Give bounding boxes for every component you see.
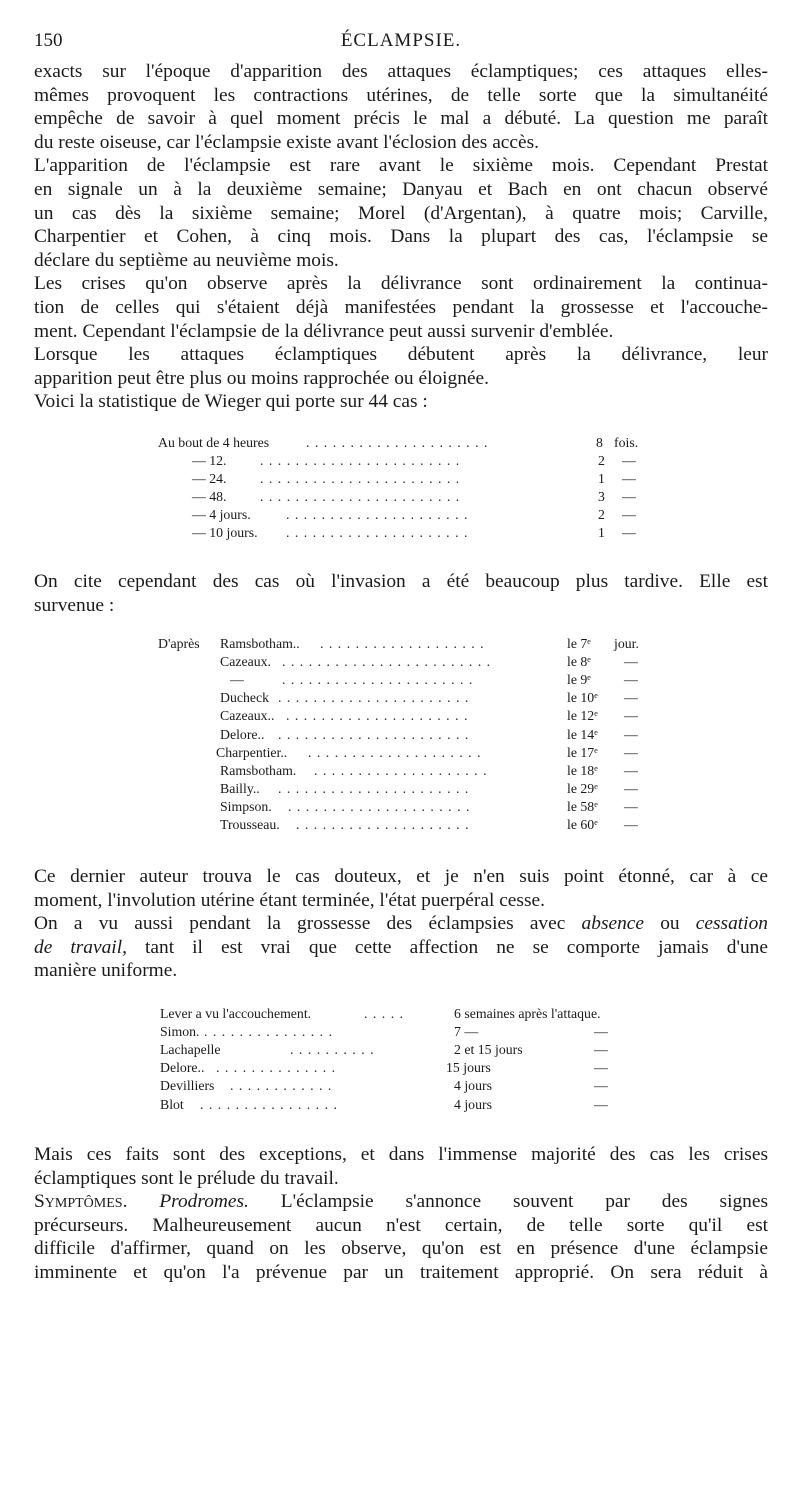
text-line: ment. Cependant l'éclampsie de la délivrance peut aussi survenir d'emblée. [34, 320, 614, 342]
dash: — [594, 1042, 608, 1058]
interval-value: 4 jours [454, 1096, 492, 1112]
leader-dots: . . . . . . . . . . . . . . . . . . . . . . . . [282, 654, 492, 670]
text-line: précurseurs. Malheureusement aucun n'est certain, de telle sorte qu'il est [34, 1214, 768, 1236]
text-line: Ce dernier auteur trouva le cas douteux, et je n'en suis point étonné, car à ce [34, 866, 768, 888]
running-title: ÉCLAMPSIE. [340, 30, 462, 51]
table-row [34, 434, 768, 452]
onset-day: le 9ᵉ [567, 672, 591, 688]
leader-dots: . . . . . . . . . . [290, 1042, 375, 1058]
text-line: L'apparition de l'éclampsie est rare avant le sixième mois. Cependant Prestat [34, 155, 768, 177]
author-name: Bailly.. [220, 780, 260, 796]
onset-day: le 7ᵉ [567, 636, 591, 652]
italic-term: cessation [695, 913, 768, 935]
text-line: moment, l'involution utérine étant terminée, l'état puerpéral cesse. [34, 889, 545, 911]
table-row [34, 689, 768, 707]
text-line: tion de celles qui s'étaient déjà manifestées pendant la grossesse et l'accouche- [34, 296, 768, 318]
case-count: 2 [598, 453, 605, 468]
text-line: On cite cependant des cas où l'invasion a été beaucoup plus tardive. Elle est [34, 570, 768, 592]
italic-term: de travail, [34, 936, 127, 958]
onset-day: le 12ᵉ [567, 708, 598, 724]
text-line: survenue : [34, 594, 115, 616]
author-name: Ramsbotham. [220, 762, 297, 778]
leader-dots: . . . . . . . . . . . . . . . . . . . [320, 636, 485, 652]
day-unit: — [624, 672, 638, 688]
table-row [34, 671, 768, 689]
leader-dots: . . . . . . . . . . . . . . [216, 1060, 337, 1076]
day-unit: — [624, 690, 638, 706]
table-row [34, 506, 768, 524]
table-row [34, 1077, 768, 1095]
paragraph-2 [34, 154, 768, 272]
dash: — [594, 1060, 608, 1076]
paragraph-4 [34, 343, 768, 390]
interval-value: 15 jours [446, 1060, 491, 1076]
interval-label: Au bout de 4 heures [158, 434, 270, 450]
leader-dots: . . . . . . . . . . . . . . . . . . . . . . [282, 672, 474, 688]
interval-value: 4 jours [454, 1078, 492, 1094]
text-line: exacts sur l'époque d'apparition des attaques éclamptiques; ces attaques elles- [34, 61, 768, 82]
text-line: en signale un à la deuxième semaine; Danyau et Bach en ont chacun observé [34, 178, 768, 200]
table-row [34, 653, 768, 671]
onset-day: le 29ᵉ [567, 780, 598, 796]
text-line: mêmes provoquent les contractions utérines, de telle sorte que la simultanéité [34, 84, 768, 106]
text-line: imminente et qu'on l'a prévenue par un traitement approprié. On sera réduit à [34, 1262, 768, 1284]
case-count: 8 [596, 434, 603, 450]
table-prefix: D'après [158, 636, 200, 652]
author-name: Blot [160, 1096, 184, 1112]
case-count: 1 [598, 471, 605, 487]
table-row [34, 1096, 768, 1114]
text-line: Mais ces faits sont des exceptions, et dans l'immense majorité des cas les crises [34, 1144, 768, 1166]
text-line: manière uniforme. [34, 960, 178, 982]
leader-dots: . . . . . . . . . . . . . . . . . . . . . . [278, 780, 470, 796]
interval-label: — 24. [192, 471, 227, 487]
paragraph-6 [34, 570, 768, 617]
running-header [34, 30, 768, 60]
leader-dots: . . . . . . . . . . . . . . . . . . . . [314, 762, 488, 778]
leader-dots: . . . . . . . . . . . . . . . . . . . . . [306, 434, 489, 450]
text-line: Charpentier et Cohen, à cinq mois. Dans la plupart des cas, l'éclampsie se [34, 226, 768, 248]
table-row [34, 1041, 768, 1059]
text-run: L'éclampsie s'annonce souvent par des signes [280, 1191, 768, 1213]
section-heading: Symptômes. [34, 1191, 128, 1213]
author-name: Devilliers [160, 1078, 215, 1094]
leader-dots: . . . . . . . . . . . . . . . . . . . . . . [278, 690, 470, 706]
day-unit: — [624, 798, 638, 814]
leader-dots: . . . . . . . . . . . . . . . . . . . . . . . [260, 489, 461, 505]
case-count: 2 [598, 507, 605, 523]
text-line: du reste oiseuse, car l'éclampsie existe avant l'éclosion des accès. [34, 131, 540, 153]
day-unit: — [624, 708, 638, 724]
leader-dots: . . . . . . . . . . . . . . . . . . . . . [286, 507, 469, 523]
day-unit: — [624, 762, 638, 778]
text-run: On a vu aussi pendant la grossesse des éclampsies avec [34, 913, 566, 935]
paragraph-8 [34, 912, 768, 983]
author-name: Charpentier.. [216, 744, 288, 760]
onset-day: le 58ᵉ [567, 798, 598, 814]
late-onset-cases-table [34, 635, 768, 837]
text-line: Les crises qu'on observe après la délivrance sont ordinairement la continua- [34, 273, 768, 295]
table-row [34, 1023, 768, 1041]
author-name: Ducheck [220, 690, 270, 706]
interval-value: 2 et 15 jours [454, 1042, 523, 1058]
case-count: 1 [598, 525, 605, 541]
table-row [34, 726, 768, 744]
intervals-table [34, 1005, 768, 1117]
table-row [34, 798, 768, 816]
text-line: empêche de savoir à quel moment précis le mal a débuté. La question me paraît [34, 108, 768, 130]
text-line [34, 912, 768, 936]
count-unit: — [622, 471, 636, 487]
text-run: tant il est vrai que cette affection ne se comporte jamais d'une [145, 936, 768, 958]
text-line: Lorsque les attaques éclamptiques débutent après la délivrance, leur [34, 344, 768, 366]
author-name: Simon. [160, 1024, 200, 1040]
interval-value: 6 semaines après l'attaque. [454, 1006, 601, 1022]
table-row [34, 744, 768, 762]
leader-dots: . . . . . . . . . . . . . . . . . . . . . [286, 708, 469, 724]
onset-day: le 8ᵉ [567, 654, 591, 670]
paragraph-9 [34, 1143, 768, 1190]
interval-label: — 48. [192, 489, 227, 505]
onset-day: le 18ᵉ [567, 762, 598, 778]
text-line [34, 936, 768, 960]
wieger-statistics-table [34, 434, 768, 546]
leader-dots: . . . . . . . . . . . . . . . . . . . . . [286, 525, 469, 541]
leader-dots: . . . . . . . . . . . . . . . . . . . . [296, 817, 470, 833]
author-name: Simpson. [220, 798, 272, 814]
leader-dots: . . . . . . . . . . . . . . . . . . . . . [288, 798, 471, 814]
paragraph-10 [34, 1190, 768, 1284]
table-row [34, 780, 768, 798]
paragraph-5 [34, 390, 768, 414]
table-row [34, 452, 768, 470]
table-row [34, 488, 768, 506]
table-row [34, 762, 768, 780]
dash: — [594, 1096, 608, 1112]
dash: — [594, 1024, 608, 1040]
author-name: Cazeaux. [220, 654, 271, 670]
dash: — [594, 1078, 608, 1094]
table-row [34, 635, 768, 653]
author-name: — [230, 672, 244, 688]
author-name: Lachapelle [160, 1042, 221, 1058]
author-name: Ramsbotham.. [220, 636, 300, 652]
onset-day: le 14ᵉ [567, 726, 598, 742]
leader-dots: . . . . . . . . . . . . . . . . . . . . . . [278, 726, 470, 742]
day-unit: — [624, 726, 638, 742]
leader-dots: . . . . . . . . . . . . . . . . . . . . [308, 744, 482, 760]
leader-dots: . . . . . . . . . . . . [230, 1078, 333, 1094]
table-row [34, 1005, 768, 1023]
table-row [34, 707, 768, 725]
day-unit: — [624, 654, 638, 670]
leader-dots: . . . . . . . . . . . . . . . . [200, 1096, 338, 1112]
count-unit: — [622, 489, 636, 505]
text-line: éclamptiques sont le prélude du travail. [34, 1167, 339, 1189]
text-line: apparition peut être plus ou moins rapprochée ou éloignée. [34, 367, 489, 389]
interval-value: 7 — [454, 1024, 479, 1040]
leader-dots: . . . . . . . . . . . . . . . . . . . . . . . [260, 471, 461, 487]
leader-dots: . . . . . . . . . . . . . . . [204, 1024, 334, 1040]
count-unit: fois. [614, 434, 639, 450]
table-row [34, 524, 768, 542]
onset-day: le 60ᵉ [567, 817, 598, 833]
case-count: 3 [598, 489, 605, 505]
author-name: Delore.. [220, 726, 265, 742]
count-unit: — [622, 525, 636, 541]
paragraph-1 [34, 60, 768, 154]
interval-label: — 12. [192, 453, 227, 468]
day-unit: — [624, 744, 638, 760]
day-unit: — [624, 817, 638, 833]
onset-day: le 17ᵉ [567, 744, 598, 760]
italic-term: absence [581, 913, 644, 935]
interval-label: — 4 jours. [192, 507, 251, 523]
count-unit: — [622, 507, 636, 523]
text-line: difficile d'affirmer, quand on les observe, qu'on est en présence d'une éclampsie [34, 1238, 768, 1260]
table-row [34, 816, 768, 834]
page-number: 150 [34, 30, 63, 51]
paragraph-3 [34, 272, 768, 343]
book-page [34, 30, 768, 1285]
text-line: Voici la statistique de Wieger qui porte sur 44 cas : [34, 391, 428, 413]
text-line: un cas dès la sixième semaine; Morel (d'Argentan), à quatre mois; Carville, [34, 202, 768, 224]
author-name: Cazeaux.. [220, 708, 275, 724]
author-name: Lever a vu l'accouchement. [160, 1006, 312, 1022]
text-run: ou [660, 913, 680, 935]
onset-day: le 10ᵉ [567, 690, 598, 706]
day-unit: — [624, 780, 638, 796]
author-name: Trousseau. [220, 817, 280, 833]
text-line: déclare du septième au neuvième mois. [34, 249, 339, 271]
leader-dots: . . . . . [364, 1006, 405, 1022]
table-row [34, 470, 768, 488]
count-unit: — [622, 453, 636, 468]
interval-label: — 10 jours. [192, 525, 258, 541]
text-line [34, 1190, 768, 1214]
author-name: Delore.. [160, 1060, 205, 1076]
subsection-heading: Prodromes. [159, 1191, 249, 1213]
table-row [34, 1059, 768, 1077]
paragraph-7 [34, 865, 768, 912]
day-unit: jour. [614, 636, 639, 652]
leader-dots: . . . . . . . . . . . . . . . . . . . . . . . [260, 453, 461, 468]
